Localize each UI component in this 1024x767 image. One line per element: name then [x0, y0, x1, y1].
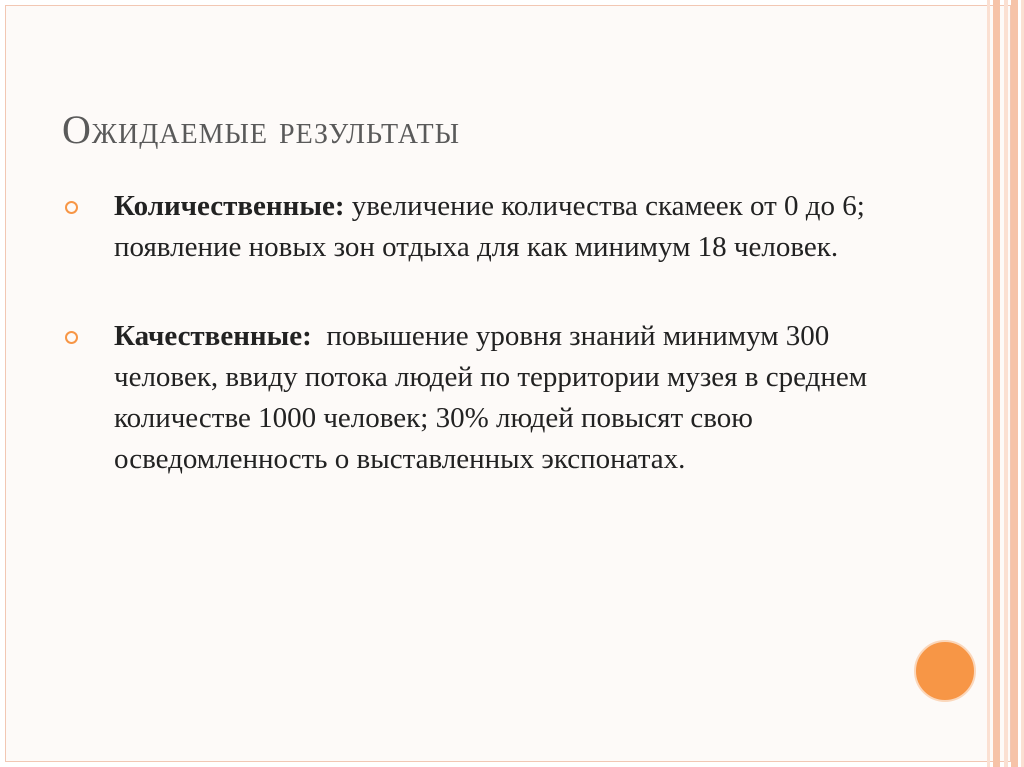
- bullet-lead: Количественные:: [114, 190, 345, 222]
- hollow-circle-bullet-icon: [65, 331, 78, 344]
- filled-circle-icon: [914, 640, 976, 702]
- stripe-1: [987, 0, 990, 767]
- bullet-lead: Качественные:: [114, 320, 312, 352]
- bullet-text: повышение уровня знаний минимум 300 человек, ввиду потока людей по территории музея в среднем количестве 1000 человек; 30% людей повысят свою осведомленность о выставленных экспонатах.: [114, 320, 875, 475]
- stripe-3: [1004, 0, 1008, 767]
- hollow-circle-bullet-icon: [65, 201, 78, 214]
- stripe-2: [993, 0, 1000, 767]
- bullet-list: [62, 186, 922, 480]
- decorative-stripes: [984, 0, 1024, 767]
- bullet-item-quantitative: [62, 186, 922, 268]
- bullet-text: увеличение количества скамеек от 0 до 6; появление новых зон отдыха для как минимум 18 человек.: [114, 190, 865, 263]
- stripe-4: [1011, 0, 1018, 767]
- slide-title: Ожидаемые результаты: [62, 107, 461, 152]
- bullet-item-qualitative: [62, 316, 922, 480]
